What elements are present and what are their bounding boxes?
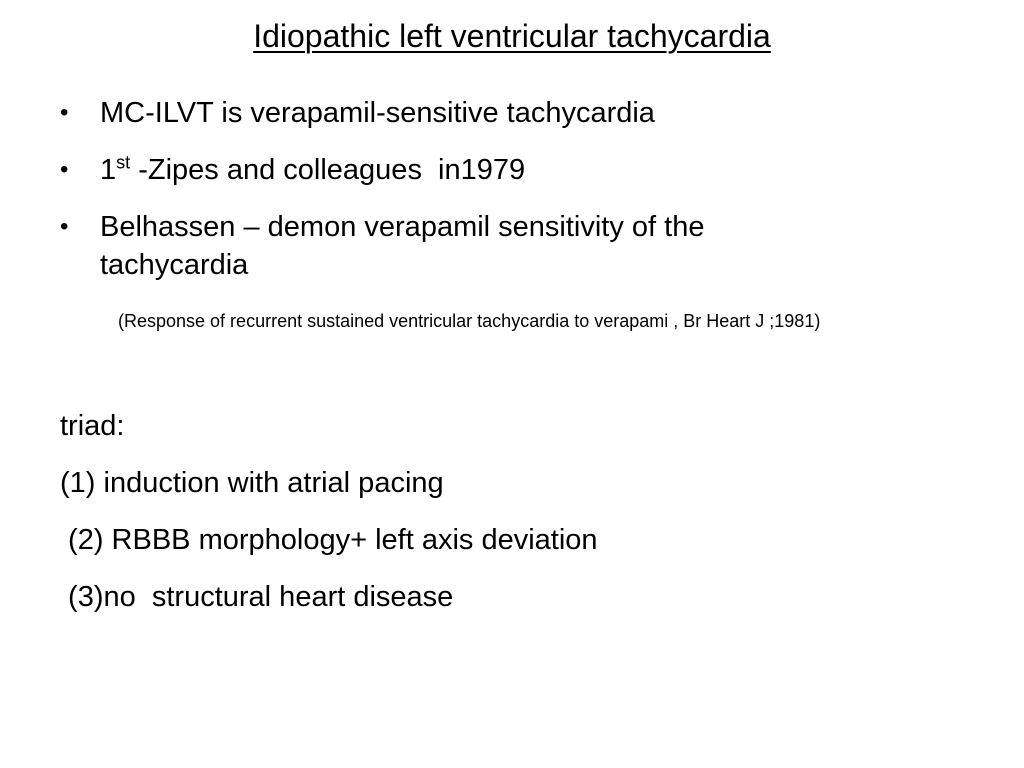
slide-title: Idiopathic left ventricular tachycardia — [253, 18, 771, 54]
bullet-list — [60, 94, 960, 284]
triad-item-2: (2) RBBB morphology+ left axis deviation — [60, 524, 598, 556]
bullet-item-1 — [60, 94, 960, 132]
bullet-dot-icon: • — [60, 213, 69, 240]
triad-item-3: (3)no structural heart disease — [60, 581, 454, 613]
reference-citation: (Response of recurrent sustained ventricular tachycardia to verapami , Br Heart J ;1981) — [118, 311, 821, 331]
bullet-dot-icon: • — [60, 99, 69, 126]
bullet-text-line-1: Belhassen – demon verapamil sensitivity of the — [100, 211, 705, 243]
bullet-text-lead: 1 — [100, 154, 117, 186]
bullet-dot-icon: • — [60, 156, 69, 183]
bullet-text-line-2: tachycardia — [100, 249, 249, 281]
bullet-text-rest: -Zipes and colleagues in1979 — [130, 154, 526, 186]
bullet-superscript: st — [116, 152, 131, 173]
bullet-item-2 — [60, 151, 960, 189]
triad-heading: triad: — [60, 410, 125, 442]
bullet-item-3 — [60, 208, 960, 284]
triad-item-1: (1) induction with atrial pacing — [60, 467, 444, 499]
bullet-text: MC-ILVT is verapamil-sensitive tachycardia — [100, 97, 655, 129]
